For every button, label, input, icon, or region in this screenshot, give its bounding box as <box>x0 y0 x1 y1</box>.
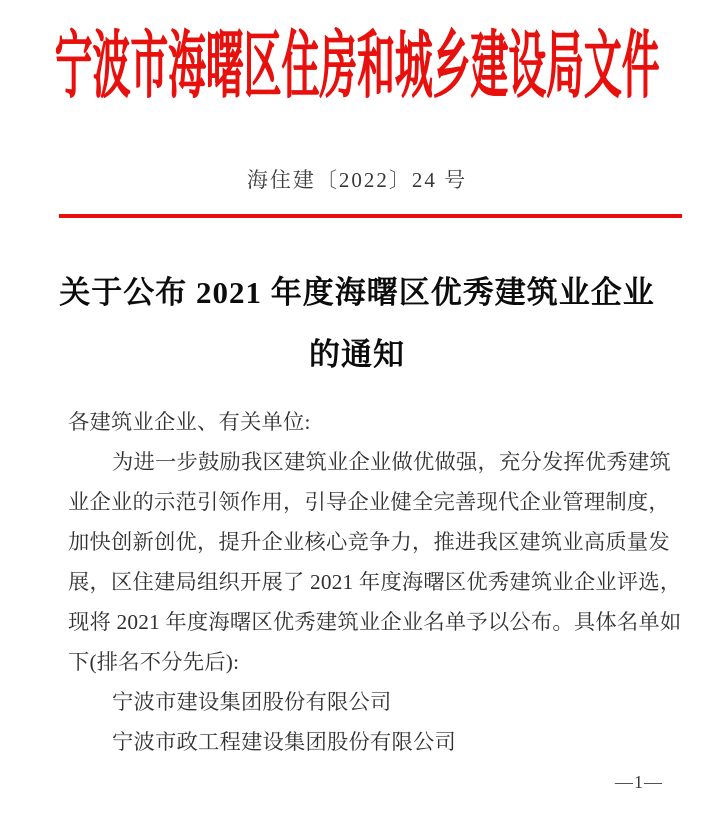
paragraph-line: 下(排名不分先后): <box>68 650 240 674</box>
page-number: —1— <box>615 772 663 792</box>
document-number: 海住建〔2022〕24 号 <box>246 168 468 192</box>
document-body <box>68 402 682 762</box>
company-list-item: 宁波市政工程建设集团股份有限公司 <box>112 730 456 754</box>
paragraph-line: 展，区住建局组织开展了 2021 年度海曙区优秀建筑业企业评选， <box>68 570 682 594</box>
letterhead-title: 宁波市海曙区住房和城乡建设局文件 <box>54 25 660 107</box>
document-title <box>0 262 714 386</box>
paragraph-line: 为进一步鼓励我区建筑业企业做优做强，充分发挥优秀建筑 <box>112 450 671 474</box>
letterhead-banner <box>0 18 714 107</box>
red-divider-line <box>59 214 682 218</box>
paragraph-line: 加快创新创优，提升企业核心竞争力，推进我区建筑业高质量发 <box>68 530 670 554</box>
document-title-line2: 的通知 <box>309 337 405 372</box>
salutation: 各建筑业企业、有关单位: <box>68 410 311 434</box>
company-list-item: 宁波市建设集团股份有限公司 <box>112 690 392 714</box>
paragraph-line: 现将 2021 年度海曙区优秀建筑业企业名单予以公布。具体名单如 <box>68 610 682 634</box>
document-title-line1: 关于公布 2021 年度海曙区优秀建筑业企业 <box>59 275 655 310</box>
paragraph-line: 业企业的示范引领作用，引导企业健全完善现代企业管理制度， <box>68 490 670 514</box>
